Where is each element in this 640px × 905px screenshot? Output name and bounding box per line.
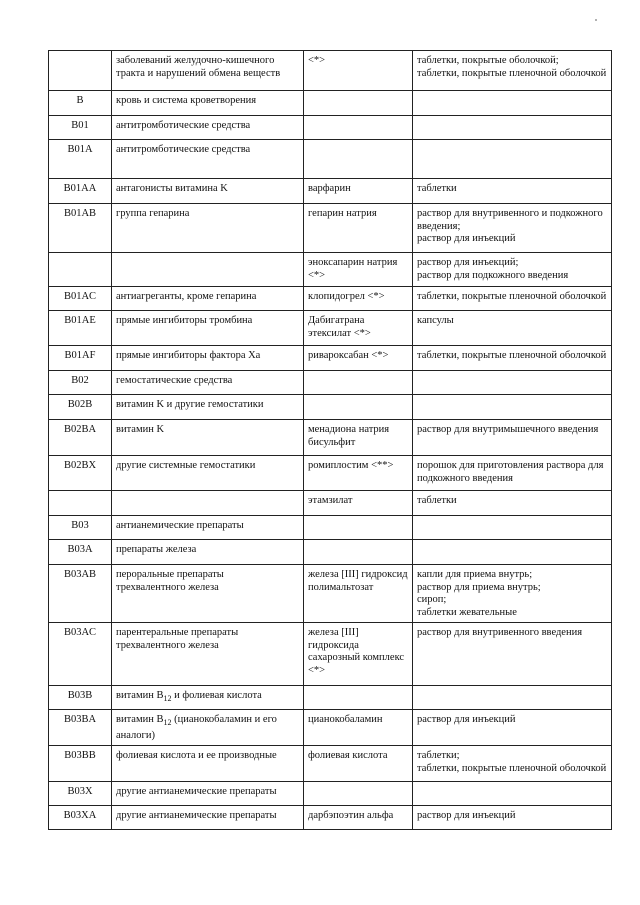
cell-line: антитромботические средства	[116, 120, 251, 131]
cell-line: таблетки, покрытые пленочной оболочкой	[417, 762, 607, 774]
cell-line: таблетки, покрытые пленочной оболочкой	[417, 291, 607, 302]
atc-code-cell	[49, 491, 112, 516]
dosage-form-cell	[413, 51, 612, 91]
cell-line: раствор для подкожного введения	[417, 269, 569, 281]
drug-name-cell	[304, 371, 413, 395]
table-row	[49, 91, 612, 116]
atc-code-cell	[49, 253, 112, 287]
drug-name-cell	[304, 179, 413, 204]
atc-code-cell: B03BB	[49, 746, 112, 782]
dosage-form-cell	[413, 91, 612, 116]
dosage-form-cell	[413, 516, 612, 540]
dosage-form-cell	[413, 491, 612, 516]
dosage-form-cell	[413, 116, 612, 140]
cell-line: заболеваний желудочно-кишечного	[116, 55, 275, 66]
table-row	[49, 516, 612, 540]
dosage-form-cell	[413, 782, 612, 806]
cell-line: антагонисты витамина K	[116, 183, 228, 194]
anatomical-group-cell	[112, 179, 304, 204]
cell-line: эноксапарин натрия	[308, 257, 398, 268]
atc-code-cell: B02B	[49, 395, 112, 420]
drug-name-cell	[304, 253, 413, 287]
cell-line: этексилат <*>	[308, 327, 371, 339]
anatomical-group-cell	[112, 91, 304, 116]
cell-line: бисульфит	[308, 436, 356, 448]
dosage-form-cell	[413, 565, 612, 623]
table-row	[49, 204, 612, 253]
atc-code-cell: B02BX	[49, 456, 112, 491]
drug-name-cell	[304, 686, 413, 710]
table-row	[49, 710, 612, 746]
dosage-form-cell	[413, 456, 612, 491]
cell-line: аналоги)	[116, 729, 155, 741]
cell-line: антитромботические средства	[116, 144, 251, 155]
anatomical-group-cell	[112, 623, 304, 686]
cell-line: этамзилат	[308, 495, 353, 506]
anatomical-group-cell	[112, 516, 304, 540]
cell-line: Дабигатрана	[308, 315, 365, 326]
anatomical-group-cell	[112, 204, 304, 253]
anatomical-group-cell	[112, 746, 304, 782]
anatomical-group-cell	[112, 116, 304, 140]
cell-line: прямые ингибиторы тромбина	[116, 315, 253, 326]
cell-line: ромиплостим <**>	[308, 460, 394, 471]
drug-name-cell	[304, 140, 413, 179]
table-row	[49, 782, 612, 806]
cell-line: гепарин натрия	[308, 208, 377, 219]
cell-line: введения;	[417, 220, 461, 232]
cell-line: капли для приема внутрь;	[417, 569, 533, 580]
table-row	[49, 420, 612, 456]
cell-line: гемостатические средства	[116, 375, 233, 386]
table-row	[49, 623, 612, 686]
atc-code-cell: B03BA	[49, 710, 112, 746]
anatomical-group-cell	[112, 287, 304, 311]
table-row	[49, 116, 612, 140]
drug-name-cell	[304, 311, 413, 346]
anatomical-group-cell	[112, 140, 304, 179]
drug-name-cell	[304, 565, 413, 623]
drug-name-cell	[304, 516, 413, 540]
atc-code-cell: B02BA	[49, 420, 112, 456]
table-row	[49, 371, 612, 395]
cell-line: ривароксабан <*>	[308, 350, 389, 361]
drug-name-cell	[304, 204, 413, 253]
drug-name-cell	[304, 91, 413, 116]
atc-code-cell: B01AB	[49, 204, 112, 253]
cell-line: раствор для инъекций	[417, 233, 516, 244]
atc-code-cell: B03	[49, 516, 112, 540]
drug-name-cell	[304, 806, 413, 830]
dosage-form-cell	[413, 140, 612, 179]
drug-name-cell	[304, 746, 413, 782]
cell-line: раствор для внутримышечного введения	[417, 424, 599, 435]
cell-line: дарбэпоэтин альфа	[308, 810, 394, 822]
anatomical-group-cell	[112, 395, 304, 420]
drug-name-cell	[304, 51, 413, 91]
atc-code-cell: B01AE	[49, 311, 112, 346]
table-row	[49, 395, 612, 420]
cell-line: таблетки;	[417, 750, 460, 762]
cell-line: клопидогрел <*>	[308, 291, 385, 302]
drug-name-cell	[304, 395, 413, 420]
atc-code-cell: B01AC	[49, 287, 112, 311]
table-row	[49, 565, 612, 623]
table-row	[49, 491, 612, 516]
cell-line: прямые ингибиторы фактора Xa	[116, 350, 261, 361]
cell-line: раствор для инъекций	[417, 714, 516, 725]
cell-line: порошок для приготовления раствора для	[417, 460, 604, 471]
anatomical-group-cell	[112, 782, 304, 806]
cell-line: группа гепарина	[116, 208, 190, 219]
cell-line: витамин K и другие гемостатики	[116, 399, 264, 410]
cell-line: таблетки	[417, 495, 457, 506]
cell-line: железа [III]	[308, 627, 359, 638]
atc-code-cell: B03A	[49, 540, 112, 565]
cell-line: капсулы	[417, 315, 454, 326]
atc-code-cell: B03X	[49, 782, 112, 806]
cell-line: трехвалентного железа	[116, 639, 219, 651]
atc-code-cell: B02	[49, 371, 112, 395]
atc-code-cell: B03AC	[49, 623, 112, 686]
anatomical-group-cell	[112, 371, 304, 395]
cell-line: раствор для внутривенного и подкожного	[417, 208, 603, 219]
cell-line: таблетки, покрытые оболочкой;	[417, 55, 559, 66]
cell-line: <*>	[308, 664, 326, 676]
table-row	[49, 346, 612, 371]
cell-line: таблетки	[417, 183, 457, 194]
dosage-form-cell	[413, 686, 612, 710]
dosage-form-cell	[413, 540, 612, 565]
table-row	[49, 287, 612, 311]
atc-code-cell	[49, 51, 112, 91]
cell-line: <*>	[308, 55, 326, 66]
cell-line: варфарин	[308, 183, 351, 194]
anatomical-group-cell	[112, 806, 304, 830]
dosage-form-cell	[413, 179, 612, 204]
cell-line: витамин $B_{12}$ (цианокобаламин и его	[116, 714, 277, 728]
table-row	[49, 540, 612, 565]
cell-line: полимальтозат	[308, 581, 374, 593]
cell-line: пероральные препараты	[116, 569, 224, 580]
cell-line: парентеральные препараты	[116, 627, 239, 638]
anatomical-group-cell	[112, 346, 304, 371]
cell-line: железа [III] гидроксид	[308, 569, 408, 580]
cell-line: раствор для инъекций;	[417, 257, 519, 268]
drug-name-cell	[304, 782, 413, 806]
cell-line: гидроксида	[308, 639, 359, 651]
anatomical-group-cell	[112, 565, 304, 623]
cell-line: менадиона натрия	[308, 424, 390, 435]
drug-name-cell	[304, 491, 413, 516]
cell-line: другие антианемические препараты	[116, 810, 277, 822]
dosage-form-cell	[413, 371, 612, 395]
cell-line: другие антианемические препараты	[116, 786, 277, 798]
dosage-form-cell	[413, 746, 612, 782]
table-row	[49, 51, 612, 91]
table-row	[49, 686, 612, 710]
atc-code-cell: B03B	[49, 686, 112, 710]
atc-code-cell: B01AA	[49, 179, 112, 204]
drug-name-cell	[304, 540, 413, 565]
anatomical-group-cell	[112, 420, 304, 456]
dosage-form-cell	[413, 311, 612, 346]
dosage-form-cell	[413, 204, 612, 253]
dosage-form-cell	[413, 287, 612, 311]
dosage-form-cell	[413, 253, 612, 287]
anatomical-group-cell	[112, 51, 304, 91]
cell-line: таблетки, покрытые пленочной оболочкой	[417, 67, 607, 79]
drug-name-cell	[304, 710, 413, 746]
table-row	[49, 140, 612, 179]
cell-line: фолиевая кислота	[308, 750, 388, 762]
table-row	[49, 311, 612, 346]
anatomical-group-cell	[112, 456, 304, 491]
cell-line: кровь и система кроветворения	[116, 95, 257, 106]
cell-line: витамин K	[116, 424, 165, 435]
atc-code-cell: B01	[49, 116, 112, 140]
cell-line: раствор для инъекций	[417, 810, 516, 822]
atc-code-cell: B01AF	[49, 346, 112, 371]
dosage-form-cell	[413, 346, 612, 371]
drug-name-cell	[304, 456, 413, 491]
cell-line: таблетки жевательные	[417, 606, 517, 618]
cell-line: сахарозный комплекс	[308, 652, 405, 663]
cell-line: тракта и нарушений обмена веществ	[116, 67, 281, 79]
dosage-form-cell	[413, 395, 612, 420]
cell-line: антианемические препараты	[116, 520, 244, 531]
anatomical-group-cell	[112, 253, 304, 287]
dosage-form-cell	[413, 420, 612, 456]
anatomical-group-cell	[112, 686, 304, 710]
cell-line: цианокобаламин	[308, 714, 383, 725]
cell-line: витамин $B_{12}$ и фолиевая кислота	[116, 690, 262, 704]
dosage-form-cell	[413, 710, 612, 746]
atc-code-cell: B03AB	[49, 565, 112, 623]
table-row	[49, 456, 612, 491]
anatomical-group-cell	[112, 710, 304, 746]
cell-line: антиагреганты, кроме гепарина	[116, 291, 257, 302]
atc-code-cell: B01A	[49, 140, 112, 179]
drug-list-table	[48, 50, 612, 830]
drug-name-cell	[304, 623, 413, 686]
anatomical-group-cell	[112, 491, 304, 516]
table-row	[49, 253, 612, 287]
drug-name-cell	[304, 420, 413, 456]
drug-name-cell	[304, 116, 413, 140]
atc-code-cell: B03XA	[49, 806, 112, 830]
cell-line: <*>	[308, 269, 326, 281]
dosage-form-cell	[413, 623, 612, 686]
anatomical-group-cell	[112, 540, 304, 565]
atc-code-cell: B	[49, 91, 112, 116]
anatomical-group-cell	[112, 311, 304, 346]
cell-line: подкожного введения	[417, 472, 513, 484]
drug-name-cell	[304, 287, 413, 311]
cell-line: раствор для приема внутрь;	[417, 581, 541, 593]
table-row	[49, 746, 612, 782]
cell-line: таблетки, покрытые пленочной оболочкой	[417, 350, 607, 361]
cell-line: препараты железа	[116, 544, 197, 555]
cell-line: другие системные гемостатики	[116, 460, 256, 471]
table-row	[49, 806, 612, 830]
cell-line: трехвалентного железа	[116, 581, 219, 593]
table-row	[49, 179, 612, 204]
cell-line: сироп;	[417, 594, 447, 605]
cell-line: раствор для внутривенного введения	[417, 627, 583, 638]
cell-line: фолиевая кислота и ее производные	[116, 750, 277, 762]
drug-name-cell	[304, 346, 413, 371]
scan-speck	[595, 19, 597, 21]
dosage-form-cell	[413, 806, 612, 830]
